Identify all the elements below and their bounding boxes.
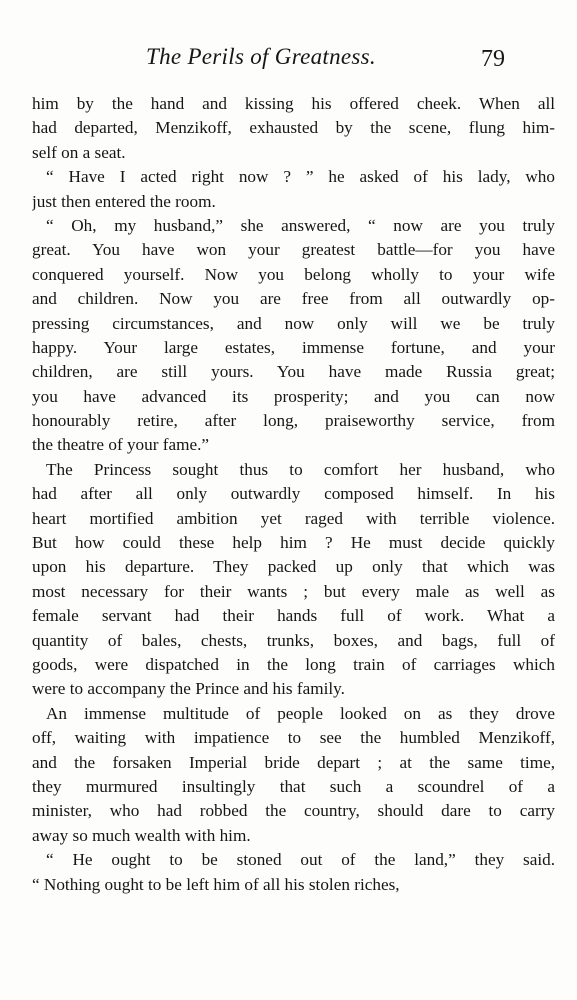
text-line: “ He ought to be stoned out of the land,” they said. (46, 850, 555, 870)
running-title: The Perils of Greatness. (146, 44, 376, 69)
text-line: “ Nothing ought to be left him of all his stolen riches, (32, 874, 400, 894)
text-line: heart mortified ambition yet raged with terrible violence. (32, 508, 555, 528)
text-line: female servant had their hands full of work. What a (32, 606, 555, 626)
text-line: great. You have won your greatest battle—for you have (32, 240, 555, 260)
text-line: had departed, Menzikoff, exhausted by the scene, flung him- (32, 118, 555, 138)
text-line: and the forsaken Imperial bride depart ; at the same time, (32, 752, 555, 772)
text-line: But how could these help him ? He must decide quickly (32, 533, 555, 553)
text-line: away so much wealth with him. (32, 825, 251, 845)
text-line: they murmured insultingly that such a scoundrel of a (32, 776, 555, 796)
body-text (32, 92, 555, 897)
text-line: goods, were dispatched in the long train of carriages which (32, 654, 555, 674)
paragraph (32, 458, 555, 702)
text-line: you have advanced its prosperity; and you can now (32, 386, 555, 406)
text-line: had after all only outwardly composed himself. In his (32, 484, 555, 504)
text-line: happy. Your large estates, immense fortune, and your (32, 337, 555, 357)
text-line: children, are still yours. You have made Russia great; (32, 362, 555, 382)
text-line: off, waiting with impatience to see the humbled Menzikoff, (32, 728, 555, 748)
paragraph (32, 702, 555, 848)
text-line: most necessary for their wants ; but every male as well as (32, 581, 555, 601)
text-line: him by the hand and kissing his offered cheek. When all (32, 94, 555, 113)
paragraph (32, 848, 555, 897)
text-line: quantity of bales, chests, trunks, boxes, and bags, full of (32, 630, 555, 650)
paragraph (32, 165, 555, 214)
text-line: “ Oh, my husband,” she answered, “ now are you truly (46, 215, 555, 235)
text-line: just then entered the room. (32, 191, 216, 211)
text-line: self on a seat. (32, 142, 126, 162)
text-line: upon his departure. They packed up only that which was (32, 557, 555, 577)
text-line: pressing circumstances, and now only will we be truly (32, 313, 555, 333)
paragraph (32, 214, 555, 458)
running-head (0, 44, 577, 78)
paragraph (32, 92, 555, 165)
text-line: An immense multitude of people looked on as they drove (46, 703, 555, 723)
text-line: honourably retire, after long, praiseworthy service, from (32, 411, 555, 431)
text-line: The Princess sought thus to comfort her husband, who (46, 459, 555, 479)
text-line: “ Have I acted right now ? ” he asked of his lady, who (46, 167, 555, 187)
text-line: conquered yourself. Now you belong wholly to your wife (32, 264, 555, 284)
page-number: 79 (481, 46, 505, 72)
text-line: the theatre of your fame.” (32, 435, 210, 455)
text-line: were to accompany the Prince and his family. (32, 679, 345, 699)
text-line: and children. Now you are free from all outwardly op- (32, 289, 555, 309)
text-line: minister, who had robbed the country, should dare to carry (32, 801, 555, 821)
